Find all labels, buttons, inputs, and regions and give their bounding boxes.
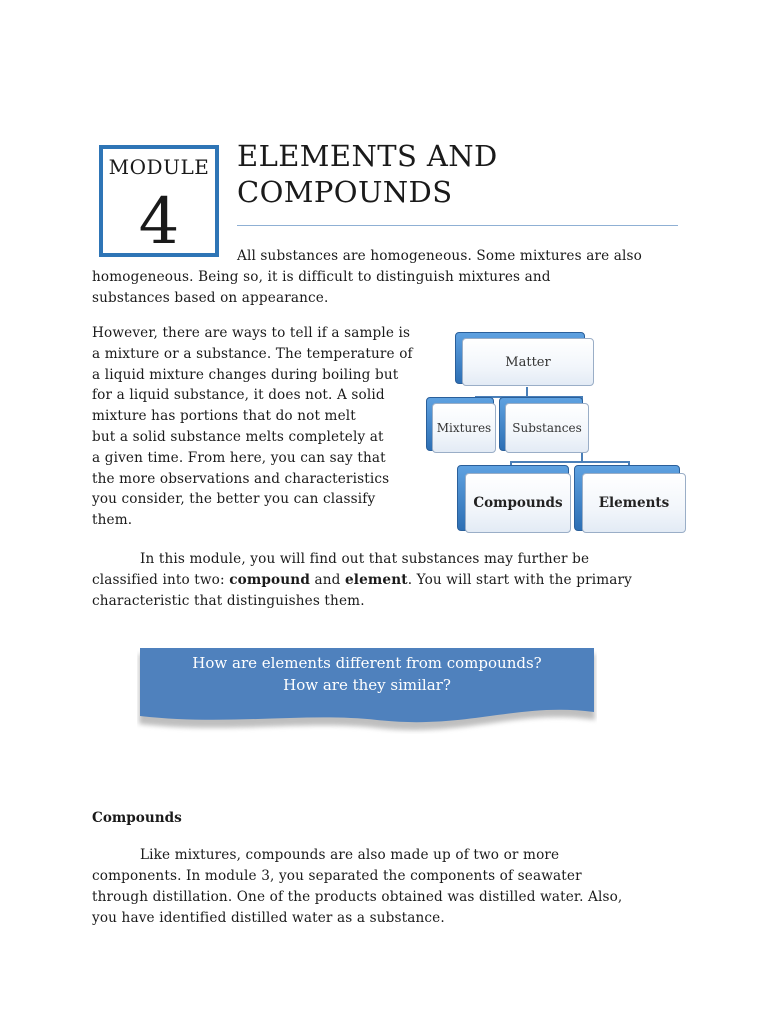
matter-node: Matter (462, 338, 594, 386)
module-intro-line-3: characteristic that distinguishes them. (92, 593, 365, 609)
question-line-1: How are elements different from compounds? (192, 654, 542, 672)
section-heading-compounds: Compounds (92, 810, 182, 826)
keyword-compound: compound (229, 572, 310, 588)
ways-line: for a liquid substance, it does not. A solid (92, 387, 385, 404)
intro-line-2: homogeneous. Being so, it is difficult to distinguish mixtures and (92, 269, 551, 285)
compounds-line-4: you have identified distilled water as a substance. (92, 910, 445, 926)
ways-paragraph (92, 323, 442, 531)
module-intro-line-2 (92, 570, 632, 591)
question-banner (137, 648, 597, 734)
module-badge (99, 145, 219, 257)
ways-line: a mixture or a substance. The temperature of (92, 345, 413, 362)
question-text (137, 652, 597, 696)
intro-line-3: substances based on appearance. (92, 290, 329, 306)
title-line-1: ELEMENTS AND (237, 139, 498, 173)
module-intro-line-1: In this module, you will find out that substances may further be (140, 551, 590, 567)
ways-line: a liquid mixture changes during boiling but (92, 366, 399, 383)
module-label: MODULE (108, 155, 210, 179)
compounds-line-3: through distillation. One of the products obtained was distilled water. Also, (92, 889, 623, 905)
ways-line: a given time. From here, you can say that (92, 449, 386, 466)
compounds-line-1: Like mixtures, compounds are also made up of two or more (140, 847, 560, 863)
question-line-2: How are they similar? (283, 676, 451, 694)
page-title (237, 138, 498, 210)
ways-line: but a solid substance melts completely at (92, 428, 384, 445)
ways-line: mixture has portions that do not melt (92, 408, 356, 425)
module-number: 4 (138, 185, 180, 259)
substances-node: Substances (505, 403, 589, 453)
title-line-2: COMPOUNDS (237, 175, 453, 209)
elements-node: Elements (582, 473, 686, 533)
matter-hierarchy-diagram (420, 325, 700, 540)
compounds-node: Compounds (465, 473, 571, 533)
ways-line: the more observations and characteristics (92, 470, 390, 487)
title-divider (237, 225, 678, 226)
ways-line: However, there are ways to tell if a sample is (92, 325, 411, 341)
text-span: . You will start with the primary (407, 572, 632, 588)
intro-line-1: All substances are homogeneous. Some mixtures are also (237, 248, 642, 264)
connector (510, 461, 630, 463)
compounds-line-2: components. In module 3, you separated the components of seawater (92, 868, 582, 884)
ways-line: you consider, the better you can classify (92, 491, 376, 508)
keyword-element: element (344, 572, 408, 588)
text-span: and (310, 572, 345, 588)
ways-line: them. (92, 512, 133, 529)
mixtures-node: Mixtures (432, 403, 496, 453)
text-span: classified into two: (92, 572, 230, 588)
